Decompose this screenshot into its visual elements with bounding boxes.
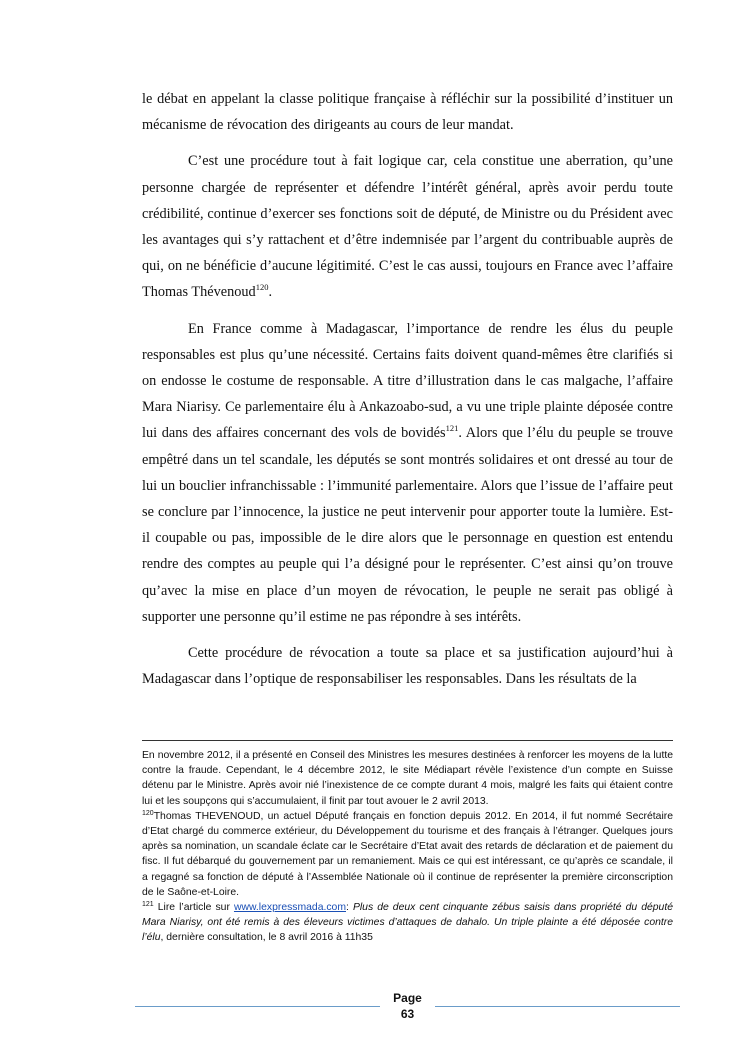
paragraph-2-text: C’est une procédure tout à fait logique car, cela constitue une aberration, qu’une personne chargée de représenter et défendre l’intérêt général, après avoir perdu toute crédibilité, continue d’exercer ses fonctions soit de député, de Ministre ou du Président avec les avantages qui s’y rattachent et d’être indemnisée par l’argent du contribuable auprès de qui, on ne bénéficie d’aucune légitimité. C’est le cas aussi, toujours en France avec l’affaire Thomas Thévenoud xyxy=(142,153,673,301)
page-number xyxy=(380,990,435,1022)
paragraph-3-text-b: . Alors que l’élu du peuple se trouve empêtré dans un tel scandale, les députés se sont montrés solidaires et ont dressé au tour de lui un bouclier infranchissable : l’immunité parlementaire. Alors que l’issue de l’affaire peut se conclure par l’innocence, la justice ne peut intervenir pour apporter toute la lumière. Est-il coupable ou pas, impossible de le dire alors que le personnage en question est entendu rendre des comptes au peuple qui l’a désigné pour le représenter. C’est ainsi qu’on trouve qu’avec la mise en place d’un moyen de révocation, le peuple ne serait pas obligé à supporter une personne qu’il estime ne pas répondre à ses intérêts. xyxy=(142,425,673,625)
body-text xyxy=(142,86,673,702)
footnote-ref-121[interactable]: 121 xyxy=(445,423,459,434)
footer-rule-left xyxy=(135,1006,380,1007)
paragraph-3-text-a: En France comme à Madagascar, l’importance de rendre les élus du peuple responsables est plus qu’une nécessité. Certains faits doivent quand-mêmes être clarifiés si on endosse le costume de responsable. A titre d’illustration dans le cas malgache, l’affaire Mara Niarisy. Ce parlementaire élu à Ankazoabo-sud, a vu une triple plainte déposée contre lui dans des affaires concernant des vols de bovidés xyxy=(142,320,673,442)
footnote-ref-120[interactable]: 120 xyxy=(255,282,269,293)
footnote-121-number: 121 xyxy=(142,901,154,909)
paragraph-2-end: . xyxy=(268,284,273,301)
footnote-121-link[interactable]: www.lexpressmada.com xyxy=(233,902,346,914)
paragraph-1: le débat en appelant la classe politique française à réfléchir sur la possibilité d’instituer un mécanisme de révocation des dirigeants au cours de leur mandat. xyxy=(142,91,673,134)
footnotes xyxy=(142,748,673,946)
footnote-121 xyxy=(142,900,673,946)
footer-rule-right xyxy=(435,1006,680,1007)
footnote-120 xyxy=(142,809,673,900)
page-number-value: 63 xyxy=(400,1007,415,1021)
footnote-120-number: 120 xyxy=(142,809,154,817)
footnote-121-tail: , dernière consultation, le 8 avril 2016 à 11h35 xyxy=(160,932,373,944)
paragraph-2 xyxy=(142,148,673,305)
footnote-120-text: Thomas THEVENOUD, un actuel Député français en fonction depuis 2012. En 2014, il fut nommé Secrétaire d’Etat chargé du commerce extérieur, du Développement du tourisme et des français à l’étranger. Quelques jours après sa nomination, un scandale éclate car le Secrétaire d’Etat avait des retards de déclaration et de paiement du fisc. Il fut débarqué du gouvernement par un remaniement. Mais ce qui est intéressant, ce qu’après ce scandale, il a regagné sa fonction de député à l’Assemblée Nationale où il continue de représenter la première circonscription de le Saône-et-Loire. xyxy=(142,810,673,898)
footnote-121-colon: : xyxy=(346,902,353,914)
page-label: Page xyxy=(393,991,422,1005)
paragraph-4: Cette procédure de révocation a toute sa place et sa justification aujourd’hui à Madagascar dans l’optique de responsabiliser les responsables. Dans les résultats de la xyxy=(142,645,673,688)
paragraph-3 xyxy=(142,316,673,630)
footnote-121-lead: Lire l’article sur xyxy=(153,902,234,914)
footnote-121-title: Plus de deux cent cinquante zébus saisis dans propriété du député Mara Niarisy, ont été remis à des éleveurs victimes d’attaques de dahalo. Un triple plainte a été déposée contre l’élu xyxy=(142,902,673,944)
footnote-separator xyxy=(142,740,673,741)
footnote-continued: En novembre 2012, il a présenté en Conseil des Ministres les mesures destinées à renforcer les moyens de la lutte contre la fraude. Cependant, le 4 décembre 2012, le site Médiapart révèle l’existence d’un compte en Suisse détenu par le Ministre. Après avoir nié l’inexistence de ce compte durant 4 mois, malgré les faits qui étaient contre lui et les soupçons qui s’accumulaient, il finit par tout avouer le 2 avril 2013. xyxy=(142,750,673,807)
